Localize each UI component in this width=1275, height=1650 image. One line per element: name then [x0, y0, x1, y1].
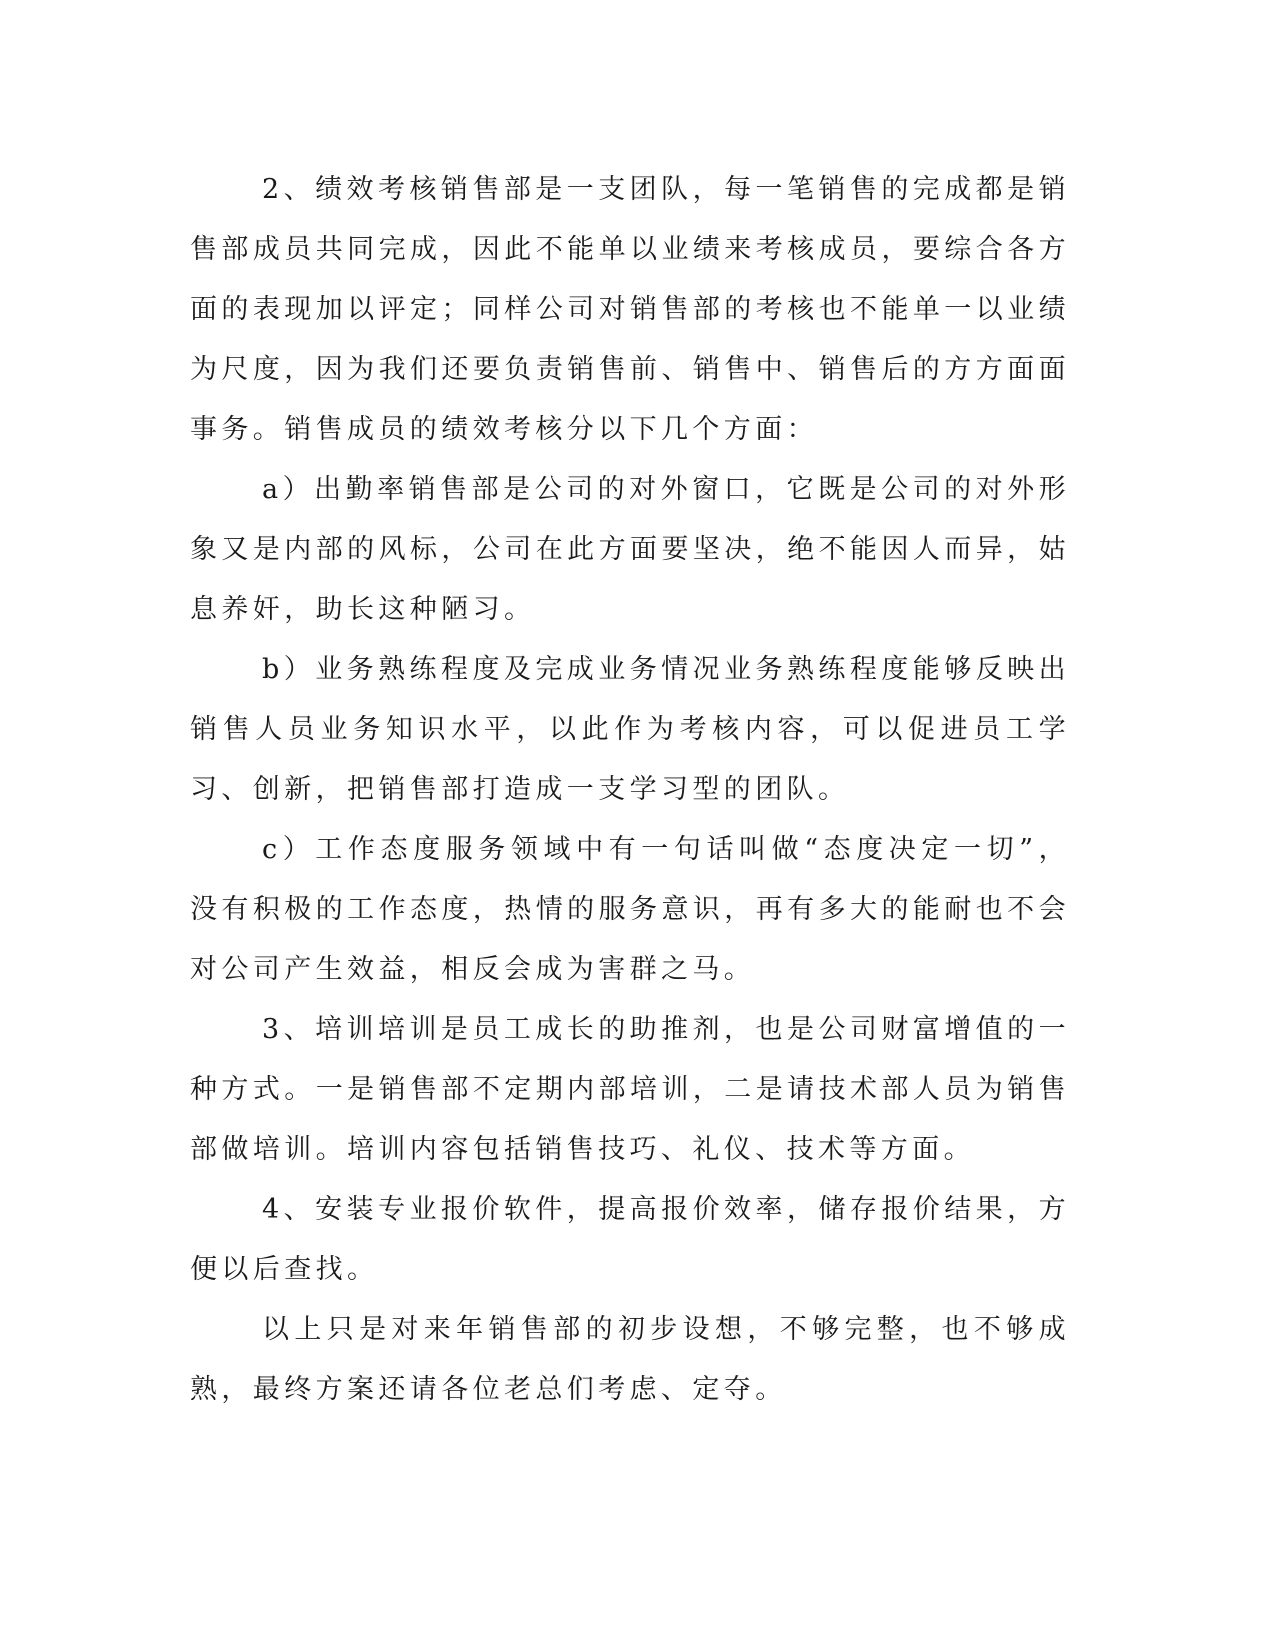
- document-body: [190, 160, 1070, 1420]
- paragraph-work-attitude: c）工作态度服务领域中有一句话叫做“态度决定一切”，没有积极的工作态度，热情的服务意识，再有多大的能耐也不会对公司产生效益，相反会成为害群之马。: [190, 834, 1070, 985]
- paragraph-training: 3、培训培训是员工成长的助推剂，也是公司财富增值的一种方式。一是销售部不定期内部培训，二是请技术部人员为销售部做培训。培训内容包括销售技巧、礼仪、技术等方面。: [190, 1014, 1070, 1165]
- paragraph-attendance: a）出勤率销售部是公司的对外窗口，它既是公司的对外形象又是内部的风标，公司在此方面要坚决，绝不能因人而异，姑息养奸，助长这种陋习。: [190, 474, 1070, 625]
- paragraph-quotation-software: 4、安装专业报价软件，提高报价效率，储存报价结果，方便以后查找。: [190, 1194, 1070, 1285]
- paragraph-performance-review: 2、绩效考核销售部是一支团队，每一笔销售的完成都是销售部成员共同完成，因此不能单以业绩来考核成员，要综合各方面的表现加以评定；同样公司对销售部的考核也不能单一以业绩为尺度，因为我们还要负责销售前、销售中、销售后的方方面面事务。销售成员的绩效考核分以下几个方面：: [190, 174, 1070, 445]
- paragraph-conclusion: 以上只是对来年销售部的初步设想，不够完整，也不够成熟，最终方案还请各位老总们考虑、定夺。: [190, 1314, 1070, 1405]
- paragraph-business-proficiency: b）业务熟练程度及完成业务情况业务熟练程度能够反映出销售人员业务知识水平，以此作为考核内容，可以促进员工学习、创新，把销售部打造成一支学习型的团队。: [190, 654, 1070, 805]
